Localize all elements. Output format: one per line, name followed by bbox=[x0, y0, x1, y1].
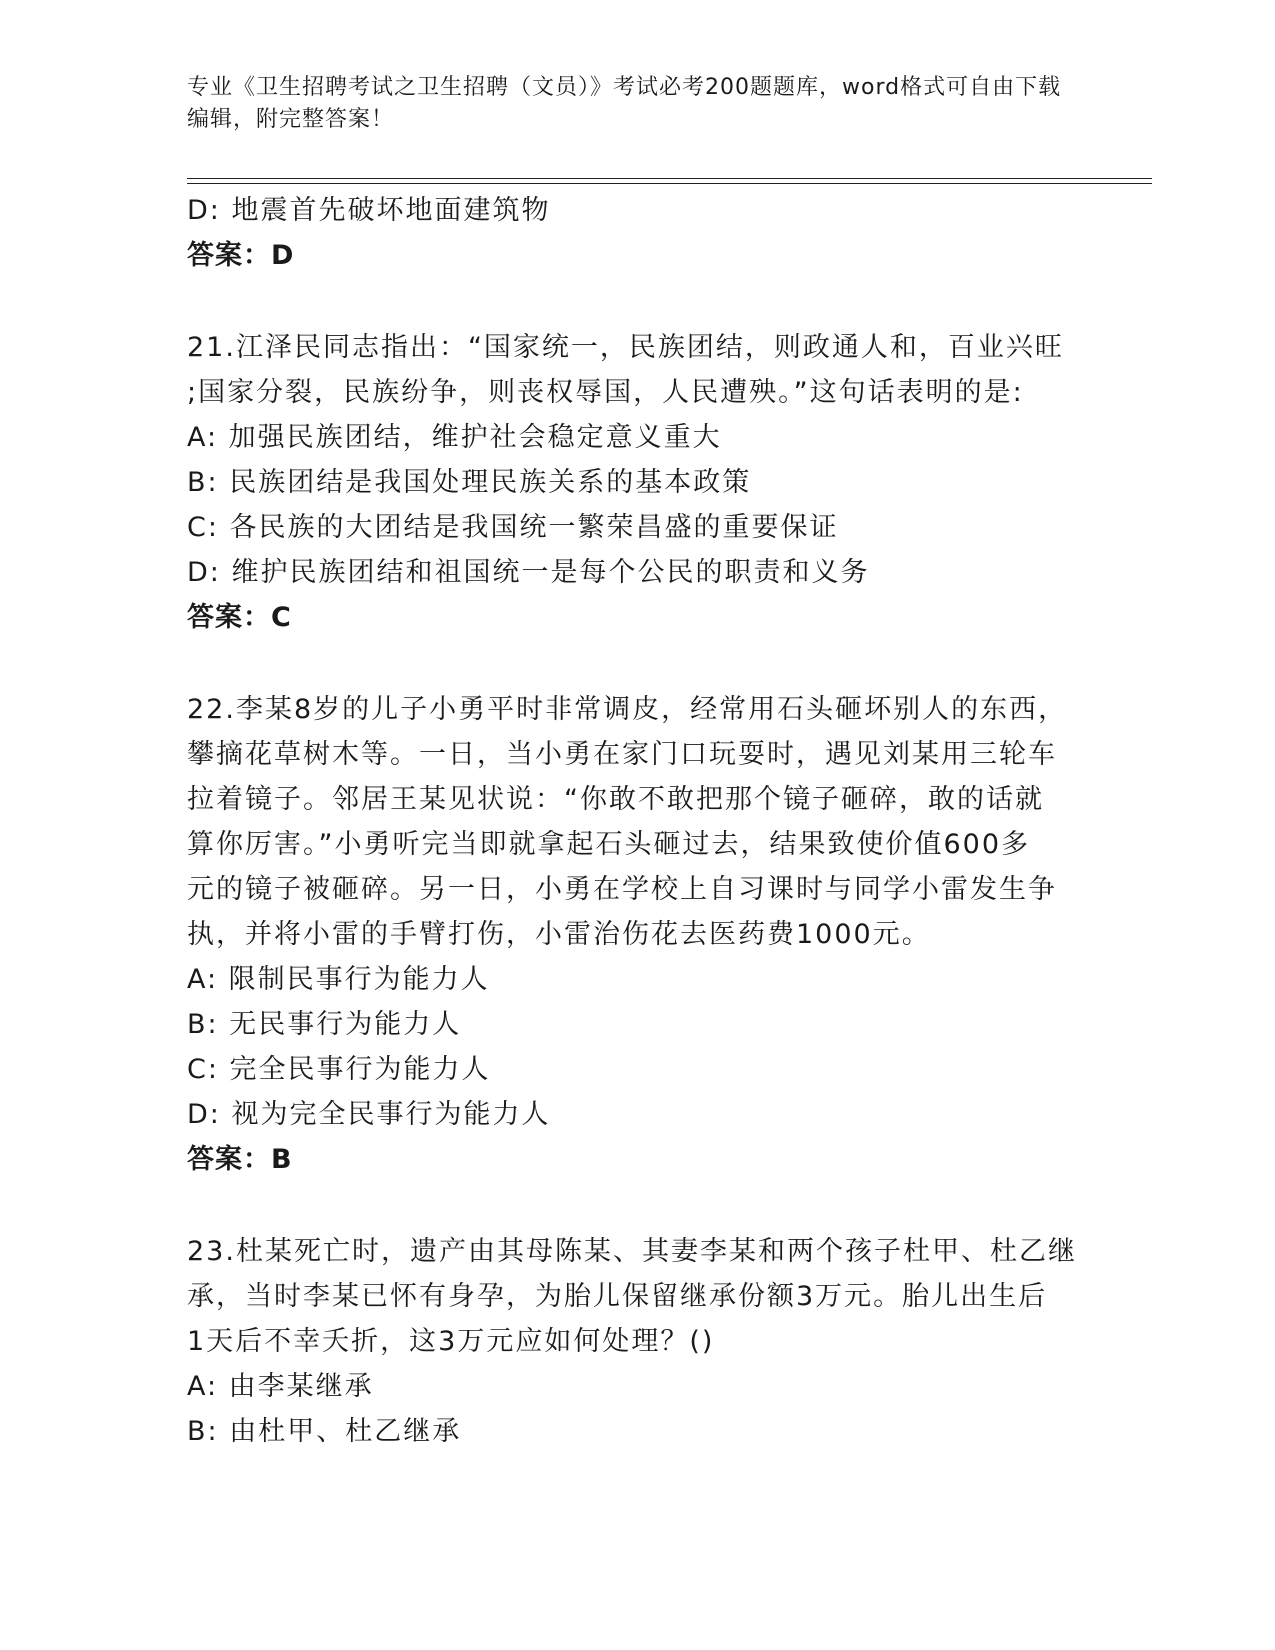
header-rule-bottom bbox=[187, 183, 1152, 184]
page-content bbox=[187, 188, 1077, 1454]
question-line: 攀摘花草树木等。一日，当小勇在家门口玩耍时，遇见刘某用三轮车 bbox=[187, 739, 1057, 770]
question-line: 执，并将小雷的手臂打伤，小雷治伤花去医药费1000元。 bbox=[187, 919, 931, 950]
option-d: D: 维护民族团结和祖国统一是每个公民的职责和义务 bbox=[187, 557, 870, 588]
document-header: 专业《卫生招聘考试之卫生招聘（文员）》考试必考200题题库，word格式可自由下载编辑，附完整答案！ bbox=[187, 75, 1062, 132]
option-c: C: 完全民事行为能力人 bbox=[187, 1054, 491, 1085]
option-a: A: 限制民事行为能力人 bbox=[187, 964, 490, 995]
question-22 bbox=[187, 687, 1077, 1183]
option-c: C: 各民族的大团结是我国统一繁荣昌盛的重要保证 bbox=[187, 512, 839, 543]
option-a: A: 加强民族团结，维护社会稳定意义重大 bbox=[187, 422, 722, 453]
question-line: ;国家分裂，民族纷争，则丧权辱国，人民遭殃。”这句话表明的是: bbox=[187, 377, 1024, 408]
option-b: B: 由杜甲、杜乙继承 bbox=[187, 1416, 462, 1447]
answer: 答案：B bbox=[187, 1144, 293, 1175]
option-a: A: 由李某继承 bbox=[187, 1371, 374, 1402]
option-d: D: 地震首先破坏地面建筑物 bbox=[187, 195, 551, 226]
spacer bbox=[187, 279, 1077, 325]
option-d: D: 视为完全民事行为能力人 bbox=[187, 1099, 551, 1130]
question-21 bbox=[187, 325, 1077, 641]
question-line: 元的镜子被砸碎。另一日，小勇在学校上自习课时与同学小雷发生争 bbox=[187, 874, 1057, 905]
question-line: 21.江泽民同志指出：“国家统一，民族团结，则政通人和，百业兴旺 bbox=[187, 332, 1064, 363]
header-rule-top bbox=[187, 178, 1152, 179]
spacer bbox=[187, 1183, 1077, 1229]
question-line: 22.李某8岁的儿子小勇平时非常调皮，经常用石头砸坏别人的东西， bbox=[187, 694, 1068, 725]
question-line: 承，当时李某已怀有身孕，为胎儿保留继承份额3万元。胎儿出生后 bbox=[187, 1281, 1048, 1312]
answer: 答案：D bbox=[187, 240, 295, 271]
question-line: 拉着镜子。邻居王某见状说：“你敢不敢把那个镜子砸碎，敢的话就 bbox=[187, 784, 1044, 815]
option-b: B: 民族团结是我国处理民族关系的基本政策 bbox=[187, 467, 752, 498]
question-23 bbox=[187, 1229, 1077, 1454]
answer: 答案：C bbox=[187, 602, 292, 633]
question-line: 23.杜某死亡时，遗产由其母陈某、其妻李某和两个孩子杜甲、杜乙继 bbox=[187, 1236, 1077, 1267]
option-b: B: 无民事行为能力人 bbox=[187, 1009, 462, 1040]
question-line: 算你厉害。”小勇听完当即就拿起石头砸过去，结果致使价值600多 bbox=[187, 829, 1031, 860]
spacer bbox=[187, 641, 1077, 687]
question-line: 1天后不幸夭折，这3万元应如何处理？() bbox=[187, 1326, 715, 1357]
